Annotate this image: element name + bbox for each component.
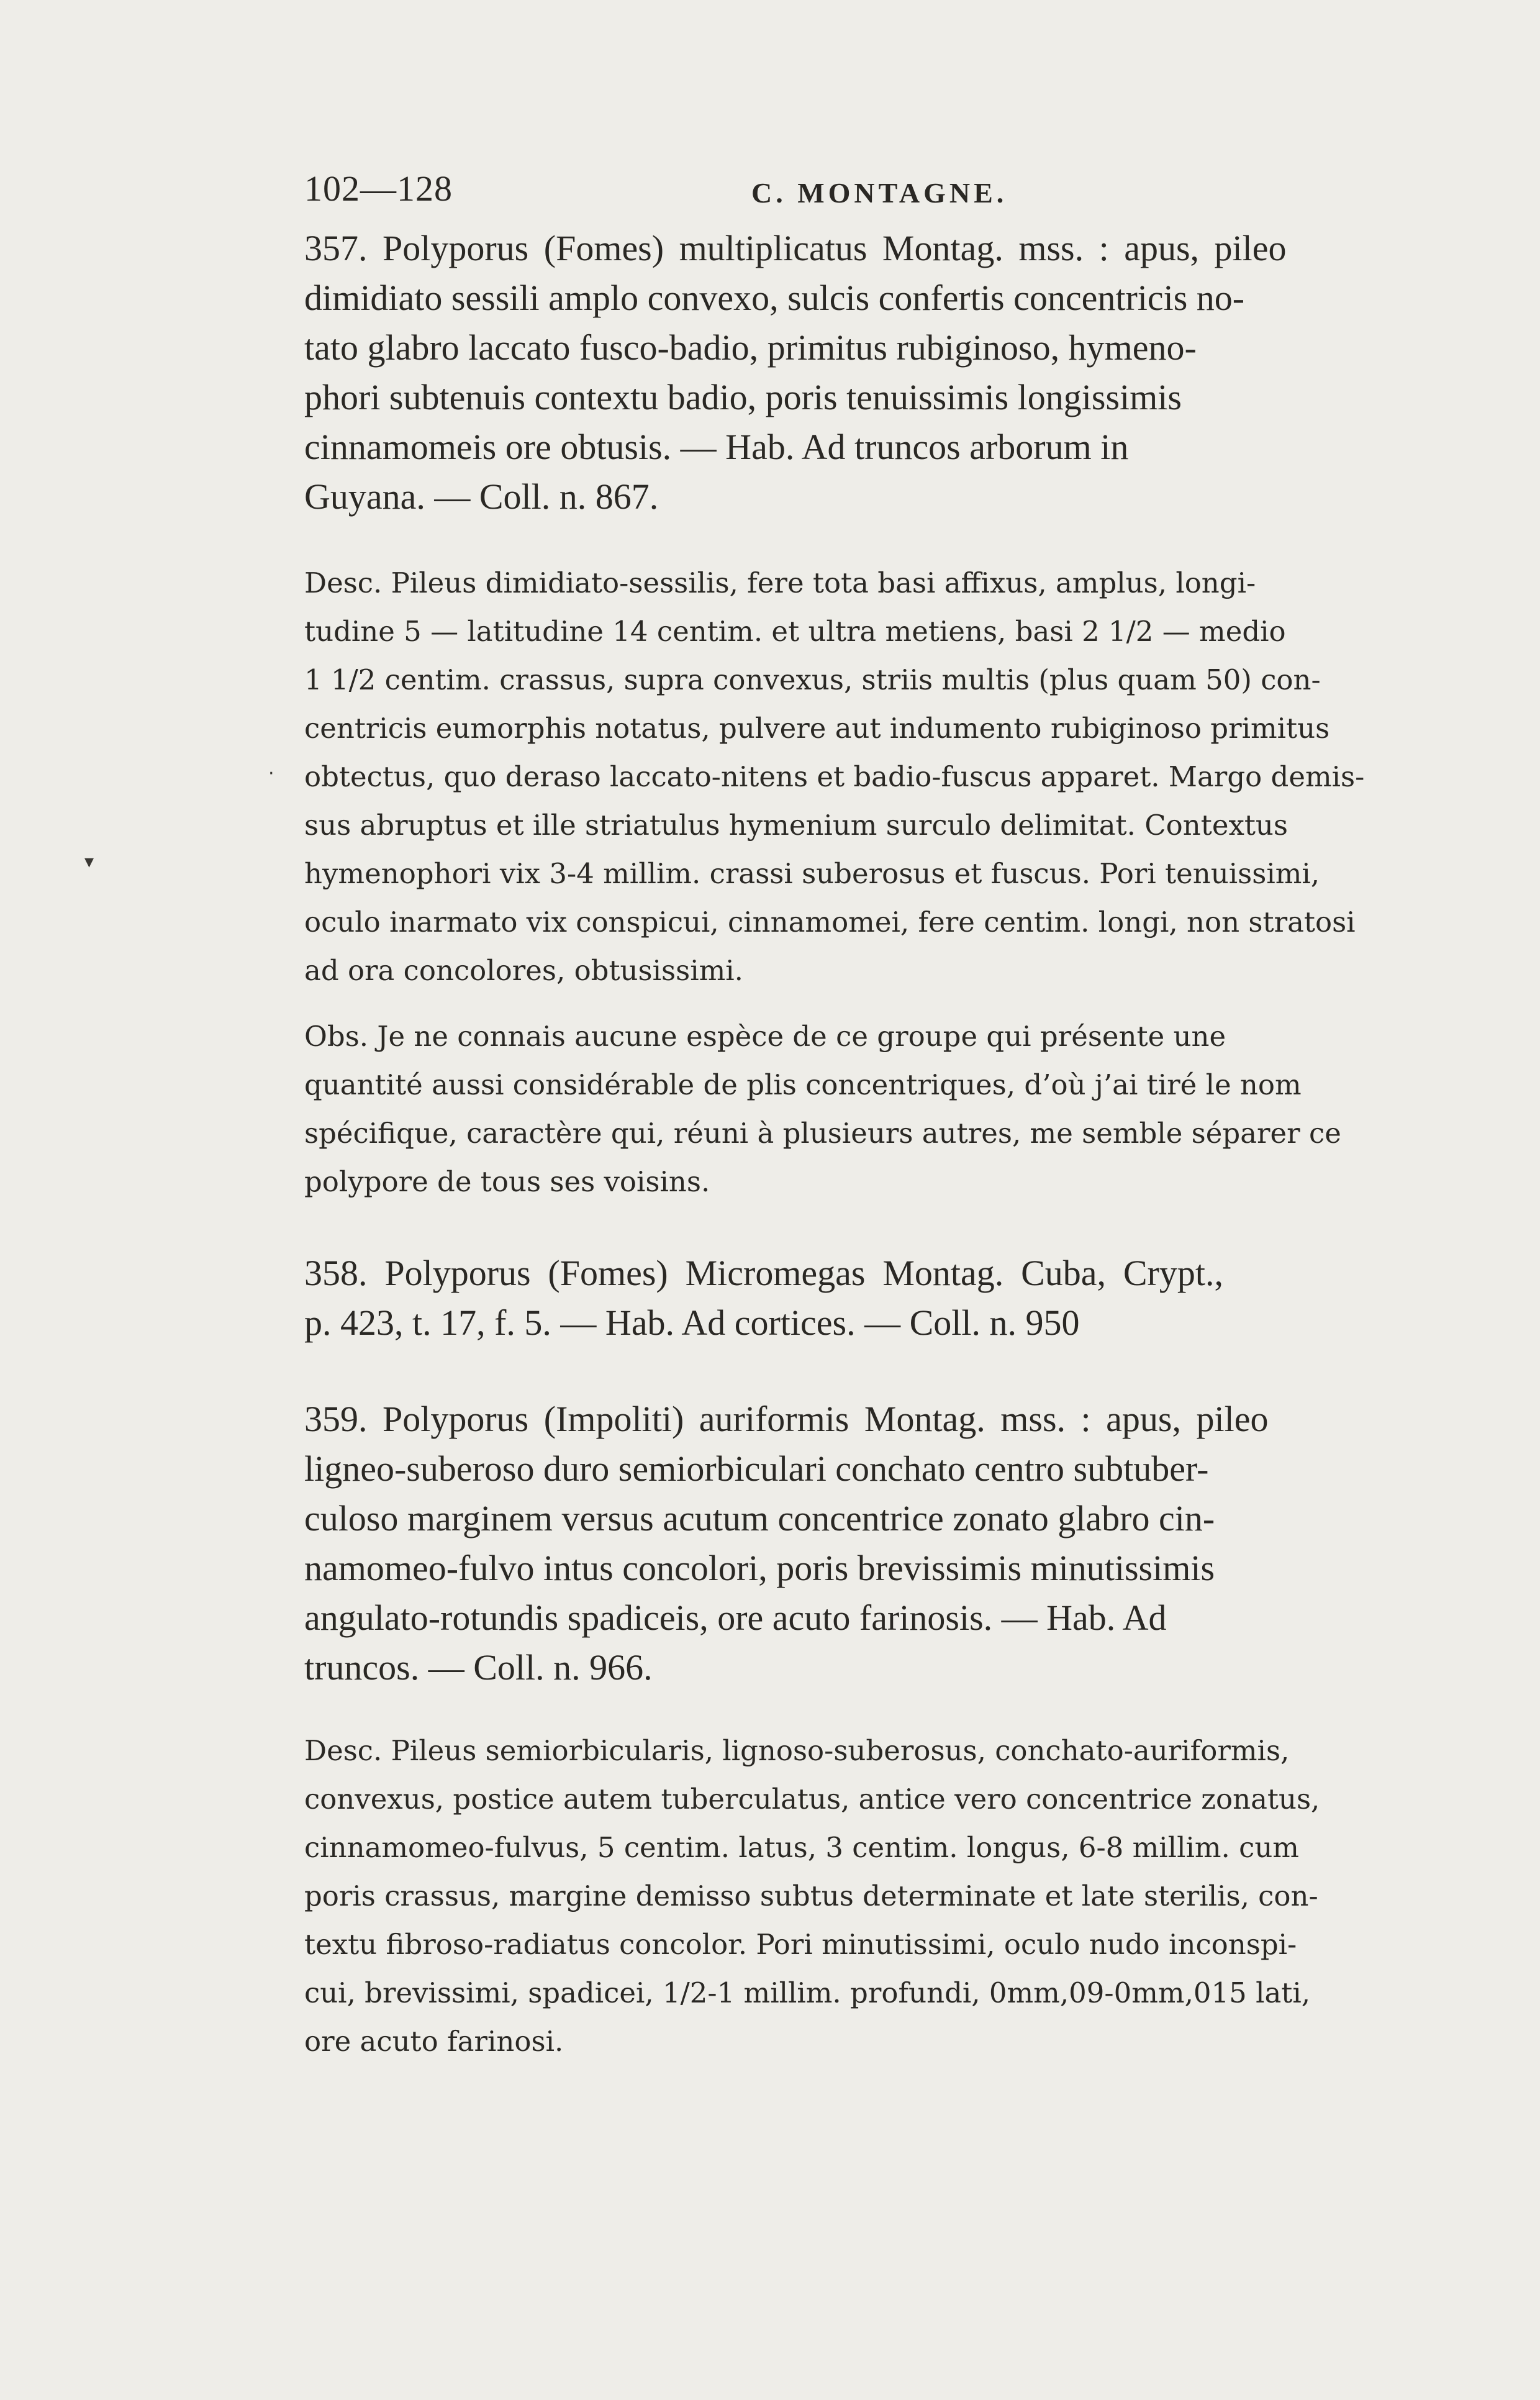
text-line: 358. Polyporus (Fomes) Micromegas Montag. Cuba, Crypt.,	[304, 1253, 1223, 1293]
text-line: sus abruptus et ille striatulus hymenium surculo delimitat. Contextus	[304, 809, 1288, 842]
text-line: polypore de tous ses voisins.	[304, 1165, 710, 1198]
text-line: cinnamomeis ore obtusis. — Hab. Ad truncos arborum in	[304, 427, 1129, 467]
text-line: ad ora concolores, obtusissimi.	[304, 954, 743, 987]
text-line: hymenophori vix 3-4 millim. crassi suberosus et fuscus. Pori tenuissimi,	[304, 857, 1320, 890]
description-359	[304, 1727, 1459, 2066]
text-line: Obs. Je ne connais aucune espèce de ce groupe qui présente une	[304, 1020, 1226, 1053]
text-line: 357. Polyporus (Fomes) multiplicatus Montag. mss. : apus, pileo	[304, 228, 1287, 268]
text-line: centricis eumorphis notatus, pulvere aut indumento rubiginoso primitus	[304, 712, 1330, 745]
text-line: 359. Polyporus (Impoliti) auriformis Montag. mss. : apus, pileo	[304, 1399, 1269, 1439]
description-357	[304, 559, 1459, 995]
text-line: ligneo-suberoso duro semiorbiculari conchato centro subtuber-	[304, 1448, 1209, 1489]
entry-357	[304, 224, 1459, 522]
text-line: convexus, postice autem tuberculatus, antice vero concentrice zonatus,	[304, 1783, 1320, 1816]
text-line: spécifique, caractère qui, réuni à plusieurs autres, me semble séparer ce	[304, 1117, 1341, 1150]
observation-357-paragraph	[304, 1012, 1459, 1206]
text-line: tato glabro laccato fusco-badio, primitus rubiginoso, hymeno-	[304, 327, 1197, 368]
text-line: cui, brevissimi, spadicei, 1/2-1 millim. profundi, 0mm,09-0mm,015 lati,	[304, 1976, 1311, 2009]
text-line: phori subtenuis contextu badio, poris tenuissimis longissimis	[304, 377, 1182, 417]
text-line: cinnamomeo-fulvus, 5 centim. latus, 3 centim. longus, 6-8 millim. cum	[304, 1831, 1299, 1864]
text-line: Guyana. — Coll. n. 867.	[304, 476, 659, 517]
text-line: Desc. Pileus dimidiato-sessilis, fere tota basi affixus, amplus, longi-	[304, 566, 1256, 599]
text-line: 1 1/2 centim. crassus, supra convexus, striis multis (plus quam 50) con-	[304, 663, 1321, 696]
description-357-paragraph	[304, 559, 1459, 995]
text-line: angulato-rotundis spadiceis, ore acuto farinosis. — Hab. Ad	[304, 1598, 1167, 1638]
entry-357-paragraph	[304, 224, 1459, 522]
entry-359-paragraph	[304, 1394, 1459, 1693]
page-number: 102—128	[304, 168, 453, 209]
text-line: textu fibroso-radiatus concolor. Pori minutissimi, oculo nudo inconspi-	[304, 1928, 1297, 1961]
text-line: dimidiato sessili amplo convexo, sulcis confertis concentricis no-	[304, 278, 1245, 318]
observation-357	[304, 1012, 1459, 1206]
text-line: namomeo-fulvo intus concolori, poris brevissimis minutissimis	[304, 1548, 1215, 1588]
text-line: tudine 5 — latitudine 14 centim. et ultra metiens, basi 2 1/2 — medio	[304, 615, 1286, 648]
entry-358-paragraph	[304, 1248, 1459, 1348]
margin-speck-icon: ·	[268, 763, 274, 784]
running-header	[304, 168, 1459, 224]
text-line: p. 423, t. 17, f. 5. — Hab. Ad cortices. — Coll. n. 950	[304, 1302, 1080, 1343]
text-line: obtectus, quo deraso laccato-nitens et badio-fuscus apparet. Margo demis-	[304, 760, 1365, 793]
text-line: poris crassus, margine demisso subtus determinate et late sterilis, con-	[304, 1880, 1318, 1912]
description-359-paragraph	[304, 1727, 1459, 2066]
text-line: ore acuto farinosi.	[304, 2025, 564, 2058]
text-line: oculo inarmato vix conspicui, cinnamomei, fere centim. longi, non stratosi	[304, 906, 1356, 939]
text-line: quantité aussi considérable de plis concentriques, d’où j’ai tiré le nom	[304, 1068, 1302, 1101]
text-line: truncos. — Coll. n. 966.	[304, 1647, 653, 1688]
entry-359	[304, 1394, 1459, 1693]
text-line: culoso marginem versus acutum concentrice zonato glabro cin-	[304, 1498, 1215, 1539]
entry-358	[304, 1248, 1459, 1348]
margin-mark-icon: ▾	[84, 851, 94, 873]
text-line: Desc. Pileus semiorbicularis, lignoso-suberosus, conchato-auriformis,	[304, 1734, 1290, 1767]
running-author: C. MONTAGNE.	[751, 177, 1008, 209]
